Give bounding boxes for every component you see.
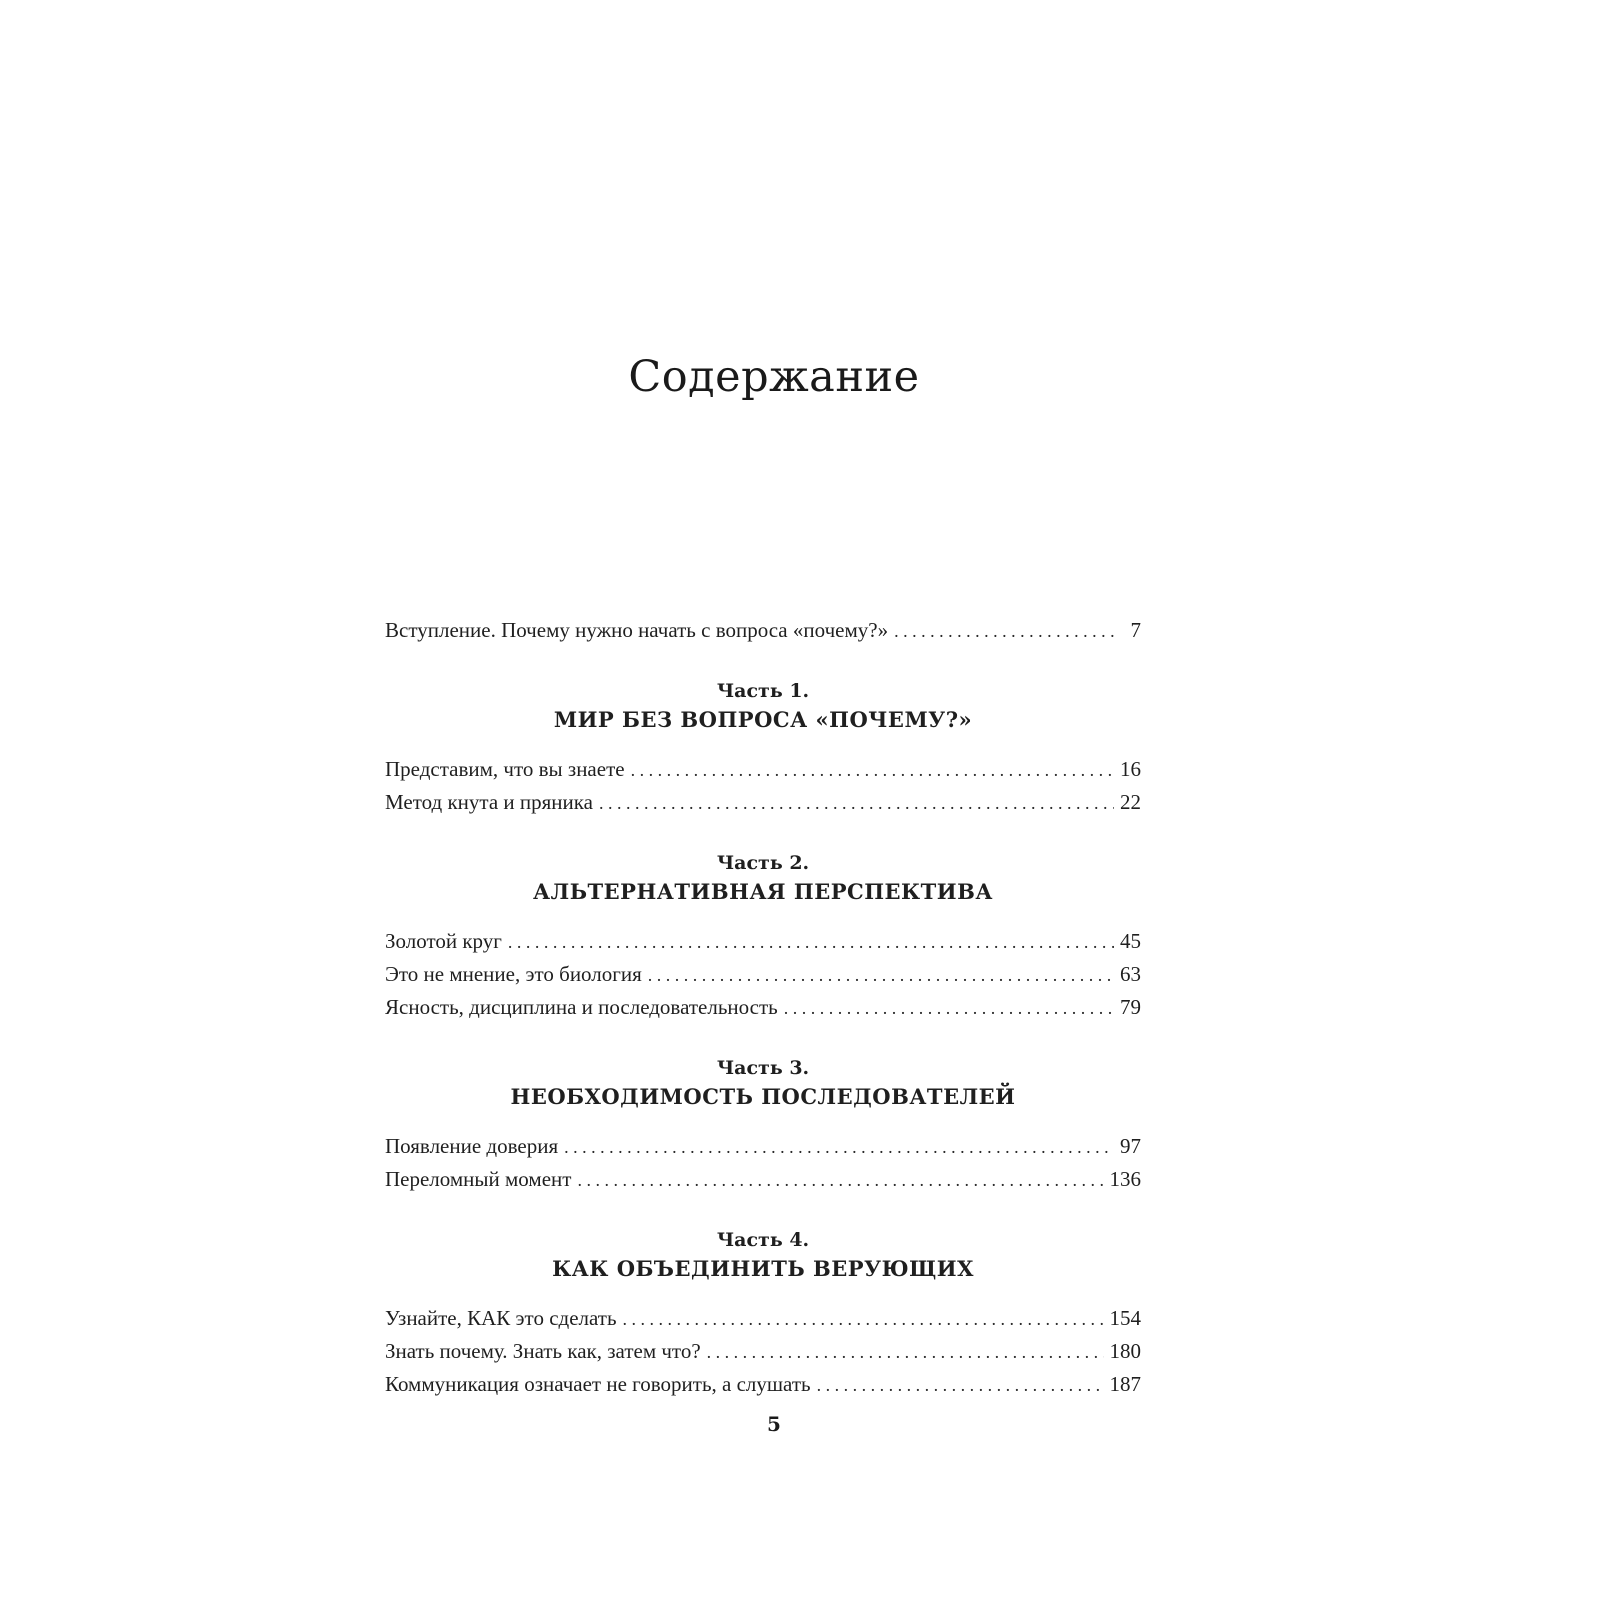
toc-entry-label: Появление доверия — [385, 1134, 559, 1158]
toc-entry-page: 22 — [1120, 790, 1141, 814]
part-title: КАК ОБЪЕДИНИТЬ ВЕРУЮЩИХ — [552, 1256, 974, 1281]
toc-entry — [385, 1163, 1141, 1196]
toc-entry — [385, 753, 1141, 786]
toc-entry-label: Вступление. Почему нужно начать с вопроса «почему?» — [385, 618, 889, 642]
toc-entry-label: Коммуникация означает не говорить, а слушать — [385, 1372, 811, 1396]
toc-entry-intro — [385, 614, 1141, 647]
part-title: НЕОБХОДИМОСТЬ ПОСЛЕДОВАТЕЛЕЙ — [510, 1084, 1016, 1109]
page-title: Содержание — [628, 352, 920, 402]
toc-entry — [385, 1130, 1141, 1163]
toc-entry — [385, 1335, 1141, 1368]
dot-leader — [784, 991, 1114, 1025]
dot-leader — [564, 1130, 1114, 1164]
toc-entry-label: Метод кнута и пряника — [385, 790, 593, 814]
dot-leader — [577, 1163, 1103, 1197]
part-number: Часть 1. — [716, 680, 810, 702]
part-title: МИР БЕЗ ВОПРОСА «ПОЧЕМУ?» — [553, 707, 973, 732]
dot-leader — [508, 925, 1114, 959]
toc-entry — [385, 991, 1141, 1024]
dot-leader — [631, 753, 1114, 787]
part-heading-1 — [385, 677, 1141, 735]
dot-leader — [894, 614, 1115, 648]
toc-entry-label: Представим, что вы знаете — [385, 757, 625, 781]
toc-entry-label: Знать почему. Знать как, затем что? — [385, 1339, 701, 1363]
toc-entry — [385, 1368, 1141, 1401]
dot-leader — [599, 786, 1114, 820]
part-title: АЛЬТЕРНАТИВНАЯ ПЕРСПЕКТИВА — [533, 879, 993, 904]
part-number: Часть 3. — [716, 1057, 810, 1079]
table-of-contents — [385, 614, 1141, 1401]
toc-entry-page: 63 — [1120, 962, 1141, 986]
toc-entry-page: 187 — [1109, 1372, 1141, 1396]
toc-entry-page: 154 — [1109, 1306, 1141, 1330]
dot-leader — [648, 958, 1114, 992]
part-number: Часть 4. — [716, 1229, 810, 1251]
dot-leader — [623, 1302, 1104, 1336]
page-number: 5 — [767, 1412, 781, 1436]
toc-entry — [385, 925, 1141, 958]
toc-entry-page: 79 — [1120, 995, 1141, 1019]
toc-entry-label: Это не мнение, это биология — [385, 962, 642, 986]
dot-leader — [817, 1368, 1104, 1402]
part-heading-3 — [385, 1054, 1141, 1112]
toc-entry-label: Ясность, дисциплина и последовательность — [385, 995, 778, 1019]
toc-entry-page: 180 — [1109, 1339, 1141, 1363]
toc-entry-page: 136 — [1109, 1167, 1141, 1191]
toc-entry-page: 7 — [1130, 618, 1141, 642]
toc-entry — [385, 1302, 1141, 1335]
dot-leader — [707, 1335, 1104, 1369]
toc-entry-label: Узнайте, КАК это сделать — [385, 1306, 617, 1330]
toc-entry-page: 97 — [1120, 1134, 1141, 1158]
toc-entry-label: Переломный момент — [385, 1167, 572, 1191]
part-heading-2 — [385, 849, 1141, 907]
toc-entry-page: 45 — [1120, 929, 1141, 953]
toc-entry-label: Золотой круг — [385, 929, 502, 953]
part-number: Часть 2. — [716, 852, 810, 874]
toc-entry — [385, 958, 1141, 991]
toc-entry-page: 16 — [1120, 757, 1141, 781]
toc-entry — [385, 786, 1141, 819]
part-heading-4 — [385, 1226, 1141, 1284]
